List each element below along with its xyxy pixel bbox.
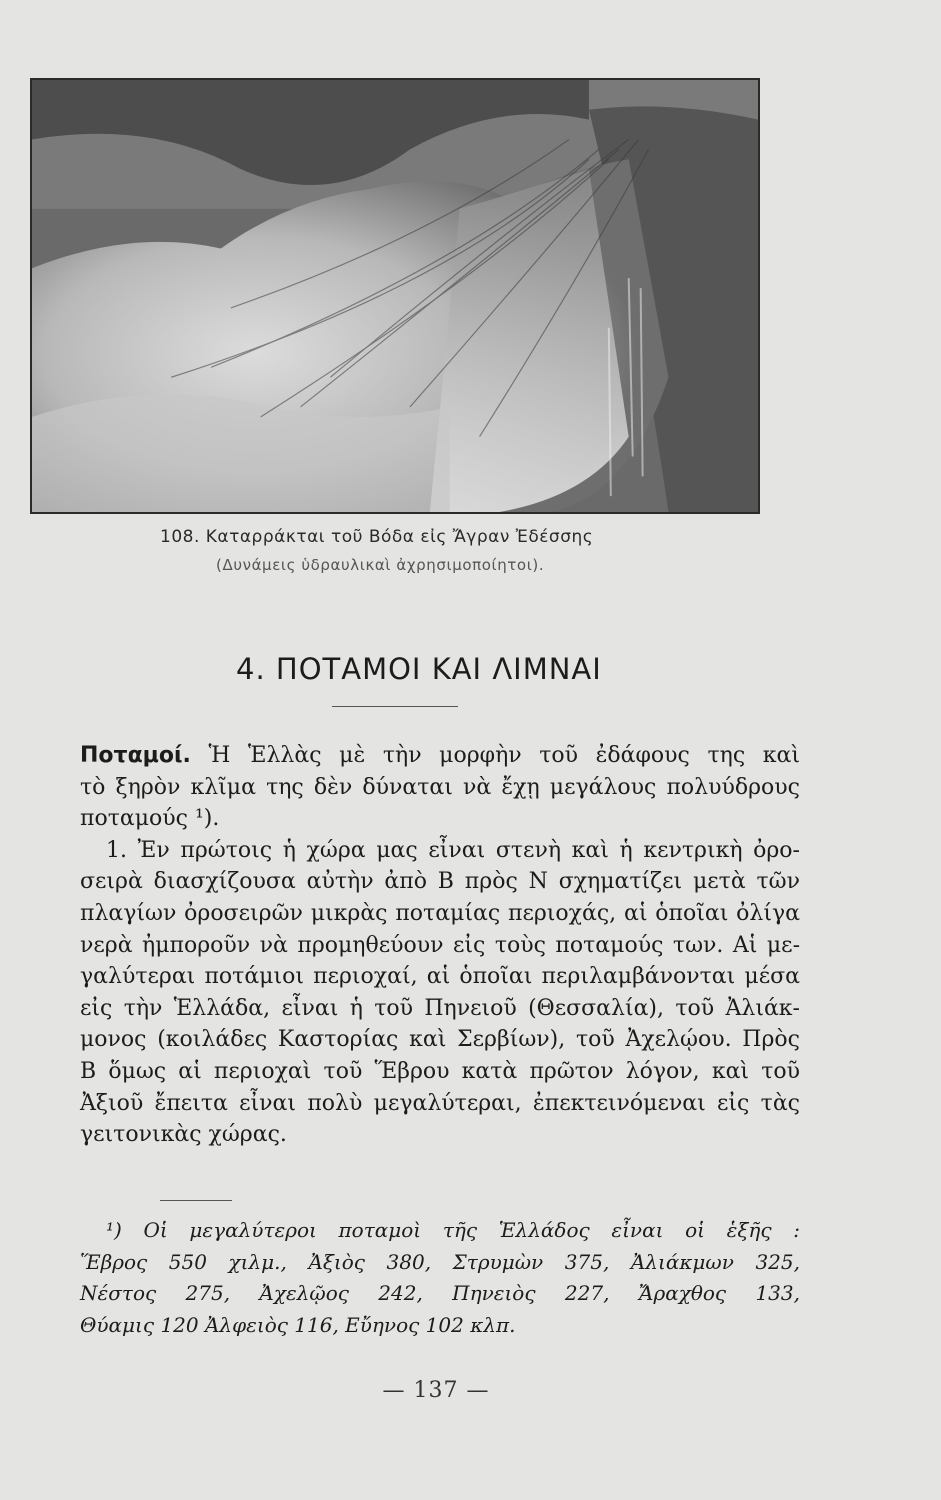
body-paragraphs <box>80 740 800 1151</box>
body-line: 1. Ἐν πρώτοις ἡ χώρα μας εἶναι στενὴ καὶ ἡ κεντρικὴ ὀρο- <box>106 837 800 863</box>
body-line: εἰς τὴν Ἑλλάδα, εἶναι ἡ τοῦ Πηνειοῦ (Θεσσαλία), τοῦ Ἀλιάκ- <box>80 995 800 1021</box>
body-line: γαλύτεραι ποτάμιοι περιοχαί, αἱ ὁποῖαι περιλαμβάνονται μέσα <box>80 964 800 990</box>
footnote-line: Ἕβρος 550 χιλμ., Ἀξιὸς 380, Στρυμὼν 375, Ἀλιάκμων 325, <box>80 1249 800 1274</box>
body-line: μονος (κοιλάδες Καστορίας καὶ Σερβίων), τοῦ Ἀχελῴου. Πρὸς <box>80 1027 800 1053</box>
body-line-text: Ἡ Ἑλλὰς μὲ τὴν μορφὴν τοῦ ἐδάφους της καὶ <box>190 743 800 768</box>
body-line: πλαγίων ὀροσειρῶν μικρὰς ποταμίας περιοχάς, αἱ ὁποῖαι ὀλίγα <box>80 900 800 926</box>
footnote-line: ¹) Οἱ μεγαλύτεροι ποταμοὶ τῆς Ἑλλάδος εἶναι οἱ ἑξῆς : <box>106 1218 800 1242</box>
body-line: ποταμούς ¹). <box>80 806 220 832</box>
footnote-line: Νέστος 275, Ἀχελῷος 242, Πηνειὸς 227, Ἄραχθος 133, <box>80 1281 800 1306</box>
title-divider <box>332 706 458 707</box>
page-number: — 137 — <box>382 1378 490 1403</box>
waterfall-photo <box>30 78 760 514</box>
body-line: νερὰ ἠμποροῦν νὰ προμηθεύουν εἰς τοὺς ποταμούς των. Αἱ με- <box>80 932 800 958</box>
figure-caption: 108. Καταρράκται τοῦ Βόδα εἰς Ἄγραν Ἐδέσσης <box>160 527 594 547</box>
section-title: 4. ΠΟΤΑΜΟΙ ΚΑΙ ΛΙΜΝΑΙ <box>236 652 602 686</box>
figure-caption-note: (Δυνάμεις ὑδραυλικαὶ ἀχρησιμοποίητοι). <box>216 556 545 574</box>
footnote-divider <box>160 1200 232 1201</box>
body-line: Β ὅμως αἱ περιοχαὶ τοῦ Ἕβρου κατὰ πρῶτον λόγον, καὶ τοῦ <box>80 1058 800 1084</box>
run-in-heading: Ποταμοί. <box>80 743 191 768</box>
body-line: σειρὰ διασχίζουσα αὐτὴν ἀπὸ Β πρὸς Ν σχηματίζει μετὰ τῶν <box>80 869 800 895</box>
body-line <box>80 740 800 772</box>
body-line: Ἀξιοῦ ἔπειτα εἶναι πολὺ μεγαλύτεραι, ἐπεκτεινόμεναι εἰς τὰς <box>80 1090 800 1116</box>
waterfall-image <box>32 80 758 512</box>
footnote-line: Θύαμις 120 Ἀλφειὸς 116, Εὔηνος 102 κλπ. <box>80 1312 516 1337</box>
body-line: τὸ ξηρὸν κλῖμα της δὲν δύναται νὰ ἔχῃ μεγάλους πολυύδρους <box>80 774 800 800</box>
footnote <box>80 1216 800 1342</box>
body-line: γειτονικὰς χώρας. <box>80 1122 287 1148</box>
